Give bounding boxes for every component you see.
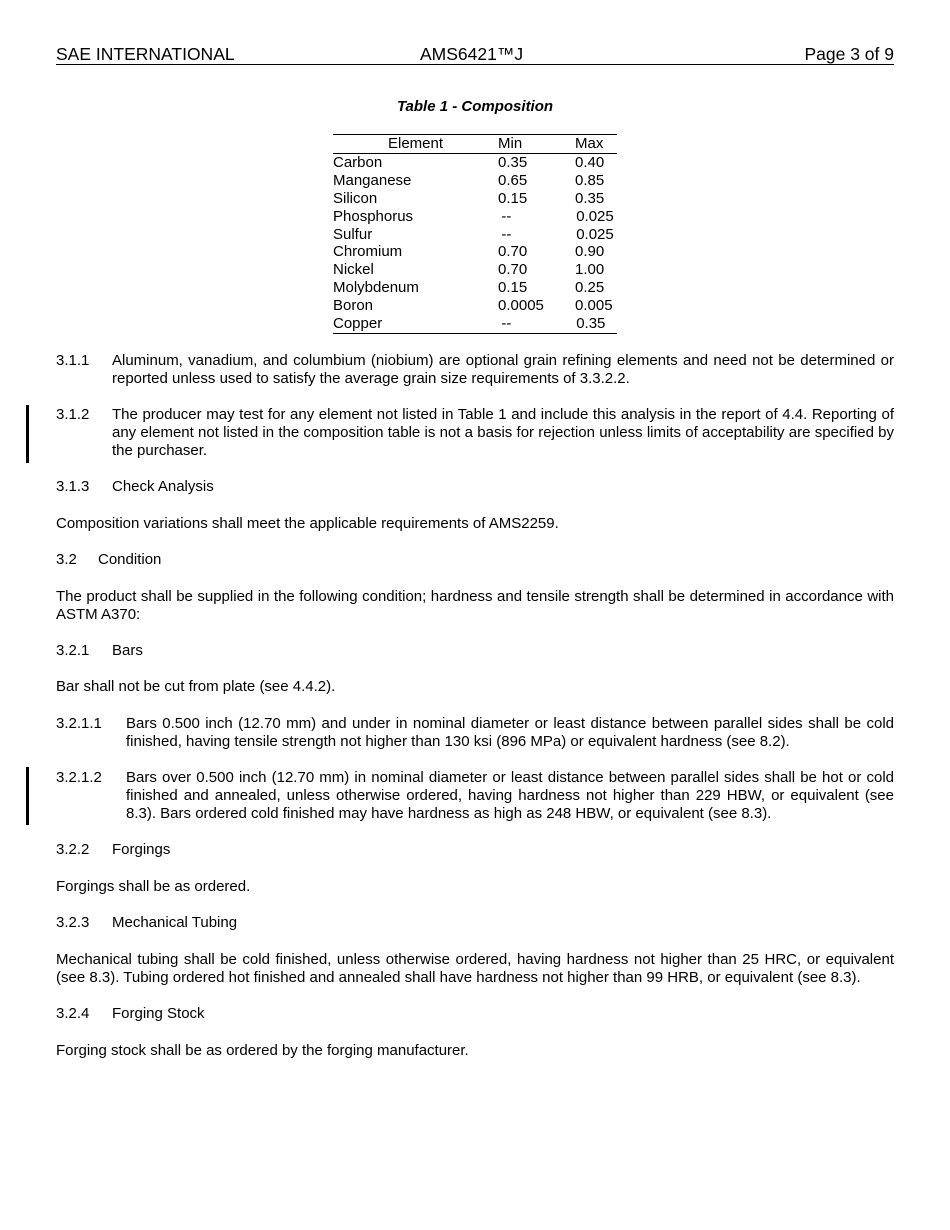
section-3-2-1-heading [56,642,143,660]
cell-min: 0.15 [498,189,528,207]
cell-element: Nickel [333,261,374,279]
table-row [333,279,617,297]
cell-max: 1.00 [575,261,605,279]
section-title: Bars [112,642,143,659]
section-number: 3.2.3 [56,914,90,931]
cell-min: -- [501,315,512,333]
section-number: 3.1.1 [56,352,90,369]
table-title: Table 1 - Composition [396,98,554,115]
cell-max: 0.025 [576,225,614,243]
cell-element: Copper [333,315,383,333]
section-text: Aluminum, vanadium, and columbium (niobium) are optional grain refining elements and need not be determined or reported unless used to satisfy the average grain size requirements of 3.3.2.2. [112,352,894,387]
section-text: The producer may test for any element not listed in Table 1 and include this analysis in the report of 4.4. Reporting of any element not listed in the composition table is not a basis for rejection unless limits of acceptability are specified by the purchaser. [112,406,894,459]
section-text: Bars over 0.500 inch (12.70 mm) in nominal diameter or least distance between parallel sides shall be hot or cold finished and annealed, unless otherwise ordered, having hardness not higher than 229 HBW, or equivalent (see 8.3). Bars ordered cold finished may have hardness as high as 248 HBW, or equivalent (see 8.3). [126,769,894,822]
cell-max: 0.25 [575,279,605,297]
table-header-row [333,135,617,154]
table-row [333,208,617,226]
section-title: Check Analysis [112,478,214,495]
section-number: 3.2.1.1 [56,715,102,732]
paragraph-mechanical-tubing: Mechanical tubing shall be cold finished, unless otherwise ordered, having hardness not higher than 25 HRC, or equivalent (see 8.3). Tubing ordered hot finished and annealed shall have hardness not higher than 99 HRB, or equivalent (see 8.3). [56,951,894,986]
cell-min: 0.15 [498,279,528,297]
section-number: 3.2.4 [56,1005,90,1022]
paragraph-bars: Bar shall not be cut from plate (see 4.4.2). [56,678,336,695]
table-row [333,154,617,172]
section-title: Forgings [112,841,171,858]
paragraph-forgings: Forgings shall be as ordered. [56,878,251,895]
cell-element: Molybdenum [333,279,419,297]
cell-element: Boron [333,297,374,315]
page-header [56,44,894,65]
section-number: 3.2.1.2 [56,769,102,786]
section-number: 3.1.3 [56,478,90,495]
cell-min: -- [501,207,512,225]
section-3-1-2 [56,406,894,460]
section-3-1-3-heading [56,478,214,496]
cell-max: 0.025 [576,207,614,225]
table-row [333,243,617,261]
section-title: Mechanical Tubing [112,914,238,931]
header-page-number: Page 3 of 9 [804,44,894,64]
table-row [333,297,617,315]
cell-max: 0.40 [575,154,605,171]
section-3-2-2-heading [56,841,170,859]
cell-min: 0.70 [498,243,528,261]
table-row [333,226,617,244]
cell-max: 0.85 [575,171,605,189]
section-3-1-1 [56,352,894,388]
paragraph-forging-stock: Forging stock shall be as ordered by the forging manufacturer. [56,1042,469,1059]
paragraph-condition: The product shall be supplied in the following condition; hardness and tensile strength shall be determined in accordance with ASTM A370: [56,588,894,623]
section-3-2-4-heading [56,1005,205,1023]
cell-element: Phosphorus [333,207,414,225]
section-3-2-heading [56,551,161,569]
table-row [333,261,617,279]
cell-max: 0.35 [576,315,606,333]
table-row [333,172,617,190]
header-element: Element [387,135,444,152]
cell-element: Carbon [333,154,383,171]
section-3-2-3-heading [56,914,237,932]
composition-table [333,134,617,334]
revision-change-bar [26,405,29,463]
section-text: Bars 0.500 inch (12.70 mm) and under in nominal diameter or least distance between parallel sides shall be cold finished, having tensile strength not higher than 130 ksi (896 MPa) or equivalent hardness (see 8.2). [126,715,894,750]
header-min: Min [498,135,523,152]
cell-element: Sulfur [333,225,373,243]
cell-min: 0.0005 [498,297,544,315]
cell-min: 0.65 [498,171,528,189]
cell-element: Silicon [333,189,378,207]
cell-max: 0.005 [575,297,613,315]
header-doc-id: AMS6421™J [420,44,524,64]
cell-element: Chromium [333,243,403,261]
section-3-2-1-2 [56,769,894,823]
section-title: Forging Stock [112,1005,205,1022]
cell-min: -- [501,225,512,243]
cell-min: 0.35 [498,154,528,171]
section-3-2-1-1 [56,715,894,751]
cell-max: 0.90 [575,243,605,261]
section-number: 3.1.2 [56,406,90,423]
header-org: SAE INTERNATIONAL [56,44,235,64]
section-number: 3.2.2 [56,841,90,858]
paragraph-check-analysis: Composition variations shall meet the applicable requirements of AMS2259. [56,515,559,532]
header-max: Max [575,135,604,152]
table-row [333,190,617,208]
cell-max: 0.35 [575,189,605,207]
cell-element: Manganese [333,171,412,189]
section-number: 3.2 [56,551,77,568]
section-number: 3.2.1 [56,642,90,659]
section-title: Condition [98,551,162,568]
cell-min: 0.70 [498,261,528,279]
revision-change-bar [26,767,29,825]
table-row [333,315,617,333]
